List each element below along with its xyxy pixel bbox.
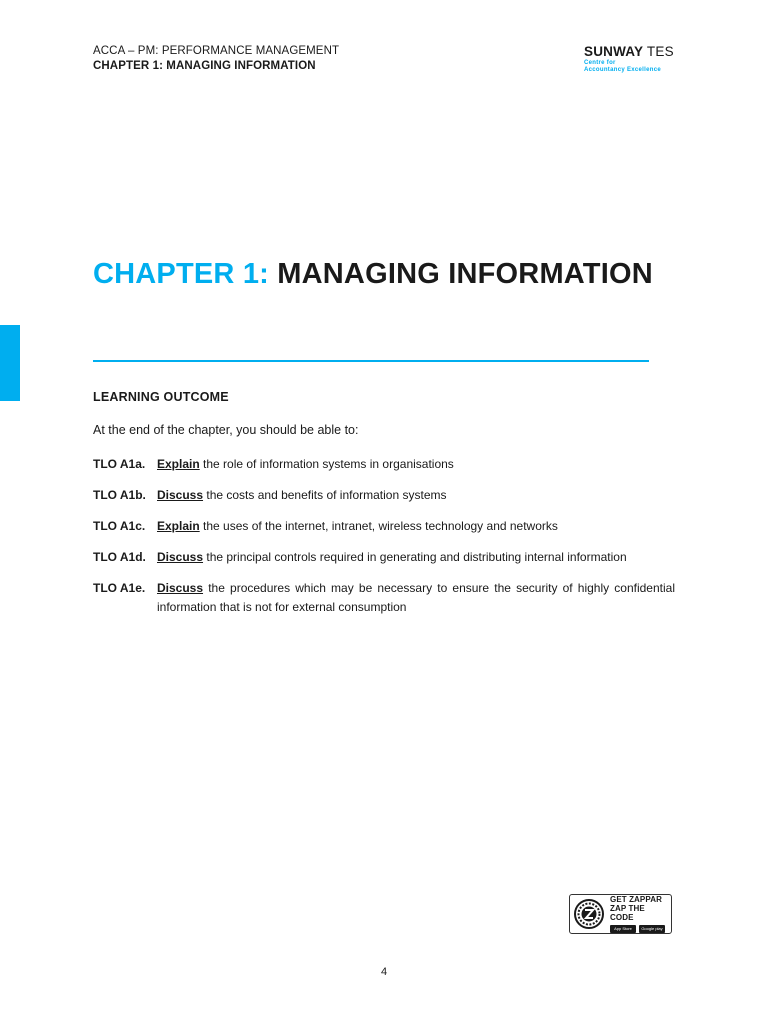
header-chapter: CHAPTER 1: MANAGING INFORMATION [93,60,316,72]
tlo-code: TLO A1b. [93,488,146,502]
zappar-line1: GET ZAPPAR [610,895,662,904]
tlo-description [157,517,675,536]
list-item [93,517,675,536]
logo-tagline-line1: Centre for [584,60,616,66]
learning-outcome-intro: At the end of the chapter, you should be able to: [93,423,359,437]
tlo-text: the principal controls required in generating and distributing internal information [203,550,627,564]
running-header [93,44,339,74]
tlo-verb: Explain [157,519,200,533]
tlo-verb: Discuss [157,581,204,595]
tlo-code: TLO A1d. [93,550,146,564]
sunway-tes-logo [584,45,684,73]
logo-wordmark [584,45,684,59]
learning-outcome-list [93,455,675,629]
chapter-side-tab [0,325,20,401]
header-course: ACCA – PM: PERFORMANCE MANAGEMENT [93,45,340,57]
tlo-code: TLO A1a. [93,457,146,471]
logo-tagline-line2: Accountancy Excellence [584,66,661,73]
tlo-description [157,548,675,567]
tlo-verb: Discuss [157,488,204,502]
google-play-badge[interactable]: Google play [639,925,665,933]
zappar-code-box[interactable] [569,894,672,934]
list-item [93,579,675,617]
tlo-description [157,579,675,617]
list-item [93,455,675,474]
learning-outcome-heading: LEARNING OUTCOME [93,390,229,404]
logo-tagline [584,60,684,73]
title-divider [93,360,649,362]
logo-brand-suffix: TES [643,44,674,59]
tlo-code: TLO A1e. [93,581,146,595]
tlo-verb: Explain [157,457,200,471]
app-store-badge[interactable]: App Store [610,925,636,933]
tlo-text: the uses of the internet, intranet, wireless technology and networks [199,519,558,533]
chapter-title [93,253,653,296]
chapter-title-prefix: CHAPTER 1: [93,258,278,290]
list-item [93,486,675,505]
zappar-text [610,895,667,933]
tlo-text: the role of information systems in organisations [199,457,454,471]
store-badges [610,925,667,933]
tlo-description [157,486,675,505]
zappar-line2: ZAP THE CODE [610,904,645,922]
page-number: 4 [380,966,388,978]
list-item [93,548,675,567]
tlo-description [157,455,675,474]
tlo-code: TLO A1c. [93,519,146,533]
tlo-text: the procedures which may be necessary to ensure the security of highly confidential information that is not for external consumption [157,581,675,614]
tlo-verb: Discuss [157,550,204,564]
chapter-title-main: MANAGING INFORMATION [277,258,653,290]
zappar-code-icon [574,899,604,929]
tlo-text: the costs and benefits of information systems [203,488,447,502]
logo-brand: SUNWAY [584,44,644,59]
